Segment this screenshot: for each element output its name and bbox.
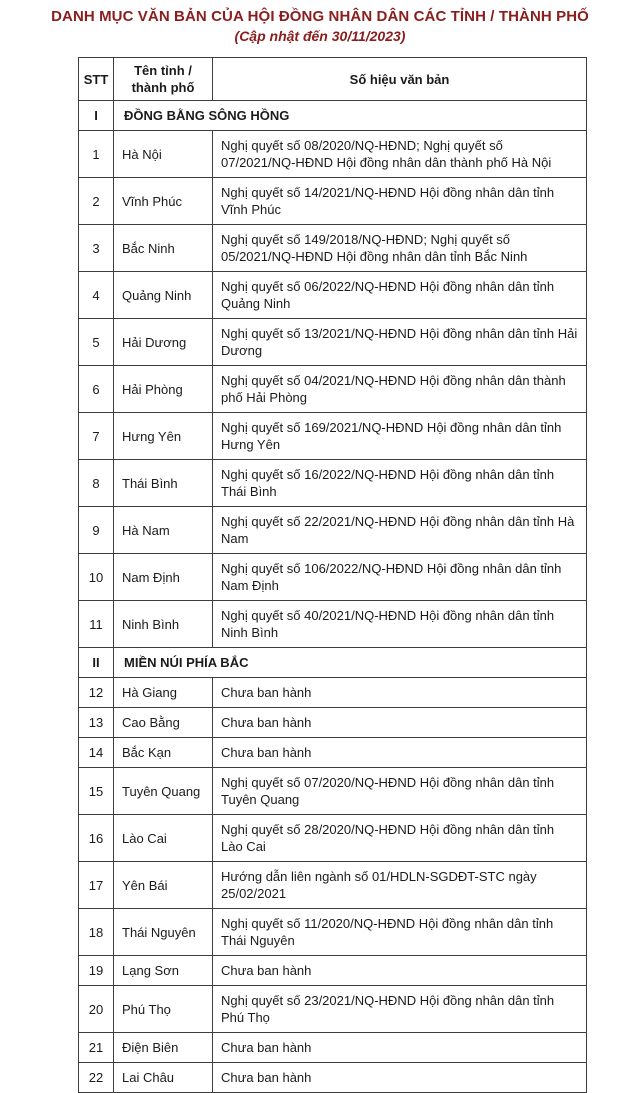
row-number: 14	[79, 738, 114, 768]
header-stt: STT	[79, 58, 114, 101]
document-number: Nghị quyết số 07/2020/NQ-HĐND Hội đồng nhân dân tỉnh Tuyên Quang	[213, 768, 587, 815]
row-number: 22	[79, 1063, 114, 1093]
document-number: Chưa ban hành	[213, 678, 587, 708]
row-number: 5	[79, 319, 114, 366]
row-number: 8	[79, 460, 114, 507]
table-row	[79, 678, 587, 708]
table-row	[79, 708, 587, 738]
table-row	[79, 225, 587, 272]
row-number: 6	[79, 366, 114, 413]
row-number: 9	[79, 507, 114, 554]
document-number: Nghị quyết số 40/2021/NQ-HĐND Hội đồng nhân dân tỉnh Ninh Bình	[213, 601, 587, 648]
document-number: Nghị quyết số 16/2022/NQ-HĐND Hội đồng nhân dân tỉnh Thái Bình	[213, 460, 587, 507]
table-row	[79, 1063, 587, 1093]
province-name: Điện Biên	[114, 1033, 213, 1063]
section-number: II	[79, 648, 114, 678]
document-number: Nghị quyết số 28/2020/NQ-HĐND Hội đồng nhân dân tỉnh Lào Cai	[213, 815, 587, 862]
table-row	[79, 366, 587, 413]
province-name: Tuyên Quang	[114, 768, 213, 815]
table-row	[79, 413, 587, 460]
province-name: Bắc Kạn	[114, 738, 213, 768]
row-number: 4	[79, 272, 114, 319]
section-row	[79, 101, 587, 131]
province-name: Thái Bình	[114, 460, 213, 507]
province-name: Yên Bái	[114, 862, 213, 909]
table-row	[79, 738, 587, 768]
page-subtitle: (Cập nhật đến 30/11/2023)	[234, 28, 406, 44]
row-number: 13	[79, 708, 114, 738]
province-name: Phú Thọ	[114, 986, 213, 1033]
province-name: Hải Phòng	[114, 366, 213, 413]
row-number: 2	[79, 178, 114, 225]
province-name: Hà Nội	[114, 131, 213, 178]
table-row	[79, 1033, 587, 1063]
table-row	[79, 862, 587, 909]
province-name: Vĩnh Phúc	[114, 178, 213, 225]
row-number: 17	[79, 862, 114, 909]
province-name: Lào Cai	[114, 815, 213, 862]
row-number: 7	[79, 413, 114, 460]
table-row	[79, 956, 587, 986]
document-number: Nghị quyết số 11/2020/NQ-HĐND Hội đồng nhân dân tỉnh Thái Nguyên	[213, 909, 587, 956]
province-name: Bắc Ninh	[114, 225, 213, 272]
section-title: ĐỒNG BẰNG SÔNG HỒNG	[114, 101, 587, 131]
province-name: Ninh Bình	[114, 601, 213, 648]
header-province: Tên tỉnh / thành phố	[114, 58, 213, 101]
document-number: Nghị quyết số 23/2021/NQ-HĐND Hội đồng nhân dân tỉnh Phú Thọ	[213, 986, 587, 1033]
section-row	[79, 648, 587, 678]
row-number: 12	[79, 678, 114, 708]
table-row	[79, 319, 587, 366]
document-number: Nghị quyết số 14/2021/NQ-HĐND Hội đồng nhân dân tỉnh Vĩnh Phúc	[213, 178, 587, 225]
document-number: Nghị quyết số 06/2022/NQ-HĐND Hội đồng nhân dân tỉnh Quảng Ninh	[213, 272, 587, 319]
row-number: 19	[79, 956, 114, 986]
table-row	[79, 178, 587, 225]
document-number: Nghị quyết số 04/2021/NQ-HĐND Hội đồng nhân dân thành phố Hải Phòng	[213, 366, 587, 413]
document-number: Chưa ban hành	[213, 1033, 587, 1063]
province-name: Hải Dương	[114, 319, 213, 366]
table-row	[79, 986, 587, 1033]
row-number: 20	[79, 986, 114, 1033]
province-name: Lạng Sơn	[114, 956, 213, 986]
row-number: 18	[79, 909, 114, 956]
document-number: Nghị quyết số 106/2022/NQ-HĐND Hội đồng nhân dân tỉnh Nam Định	[213, 554, 587, 601]
document-number: Nghị quyết số 08/2020/NQ-HĐND; Nghị quyết số 07/2021/NQ-HĐND Hội đồng nhân dân thành phố Hà Nội	[213, 131, 587, 178]
province-name: Quảng Ninh	[114, 272, 213, 319]
table-row	[79, 131, 587, 178]
table-header	[79, 58, 587, 101]
document-page	[0, 8, 640, 1085]
row-number: 11	[79, 601, 114, 648]
province-name: Cao Bằng	[114, 708, 213, 738]
table-row	[79, 601, 587, 648]
document-number: Nghị quyết số 149/2018/NQ-HĐND; Nghị quyết số 05/2021/NQ-HĐND Hội đồng nhân dân tỉnh Bắc Ninh	[213, 225, 587, 272]
document-number: Nghị quyết số 22/2021/NQ-HĐND Hội đồng nhân dân tỉnh Hà Nam	[213, 507, 587, 554]
documents-table	[78, 57, 587, 1093]
province-name: Hà Nam	[114, 507, 213, 554]
document-number: Nghị quyết số 13/2021/NQ-HĐND Hội đồng nhân dân tỉnh Hải Dương	[213, 319, 587, 366]
header-document: Số hiệu văn bản	[213, 58, 587, 101]
document-number: Nghị quyết số 169/2021/NQ-HĐND Hội đồng nhân dân tỉnh Hưng Yên	[213, 413, 587, 460]
row-number: 16	[79, 815, 114, 862]
province-name: Hưng Yên	[114, 413, 213, 460]
section-number: I	[79, 101, 114, 131]
row-number: 15	[79, 768, 114, 815]
document-number: Chưa ban hành	[213, 956, 587, 986]
table-row	[79, 815, 587, 862]
row-number: 1	[79, 131, 114, 178]
table-row	[79, 460, 587, 507]
row-number: 10	[79, 554, 114, 601]
table-row	[79, 507, 587, 554]
table-row	[79, 554, 587, 601]
table-body	[79, 101, 587, 1093]
table-row	[79, 909, 587, 956]
section-title: MIỀN NÚI PHÍA BẮC	[114, 648, 587, 678]
province-name: Hà Giang	[114, 678, 213, 708]
table-row	[79, 272, 587, 319]
table-row	[79, 768, 587, 815]
document-number: Chưa ban hành	[213, 1063, 587, 1093]
document-number: Chưa ban hành	[213, 738, 587, 768]
province-name: Thái Nguyên	[114, 909, 213, 956]
province-name: Nam Định	[114, 554, 213, 601]
row-number: 21	[79, 1033, 114, 1063]
document-number: Hướng dẫn liên ngành số 01/HDLN-SGDĐT-STC ngày 25/02/2021	[213, 862, 587, 909]
document-number: Chưa ban hành	[213, 708, 587, 738]
row-number: 3	[79, 225, 114, 272]
page-title: DANH MỤC VĂN BẢN CỦA HỘI ĐỒNG NHÂN DÂN CÁC TỈNH / THÀNH PHỐ	[51, 8, 589, 25]
province-name: Lai Châu	[114, 1063, 213, 1093]
header-row	[79, 58, 587, 101]
